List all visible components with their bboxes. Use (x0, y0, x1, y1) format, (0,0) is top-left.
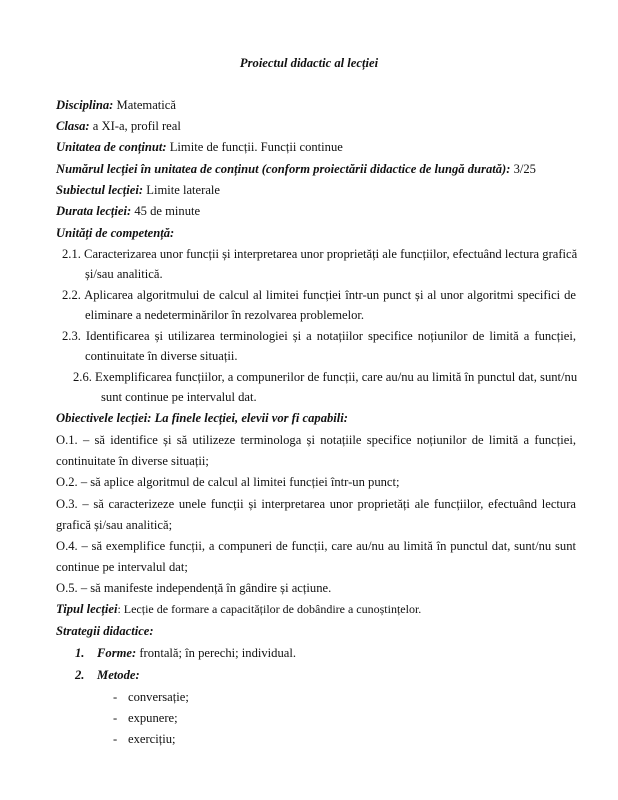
field-label: Disciplina: (56, 98, 114, 112)
field-durata (56, 204, 576, 219)
metode-label: Metode: (97, 668, 140, 682)
metoda-item: exercițiu; (128, 732, 176, 746)
page-title: Proiectul didactic al lecției (239, 56, 379, 70)
metoda-item: conversație; (128, 690, 189, 704)
competenta-line: 2.3. Identificarea și utilizarea terminologiei și a notațiilor specifice noțiunilor de limită a funcției, (62, 329, 576, 343)
obiectiv-line: O.5. – să manifeste independență în gândire și acțiune. (56, 581, 332, 595)
strategie-metode (75, 668, 140, 683)
strategie-forme (75, 646, 296, 661)
competenta-line: și/sau analitică. (85, 267, 163, 281)
competenta-line: 2.6. Exemplificarea funcțiilor, a compunerilor de funcții, care au/nu au limită în punctul dat, sunt/nu (73, 370, 578, 384)
field-value: Limite laterale (146, 183, 221, 197)
field-label: Clasa: (56, 119, 90, 133)
field-disciplina (56, 98, 576, 113)
field-label: Unitatea de conținut: (56, 140, 167, 154)
competenta-line: eliminare a nedeterminărilor în rezolvarea problemelor. (85, 308, 365, 322)
competenta-line: continuitate în diverse situații. (85, 349, 238, 363)
field-value: 3/25 (513, 162, 536, 176)
obiectiv-line: continuitate în diverse situații; (56, 454, 209, 468)
obiective-heading: Obiectivele lecției: La finele lecției, elevii vor fi capabili: (56, 411, 348, 425)
field-label: Numărul lecției în unitatea de conținut (conform proiectării didactice de lungă durată): (56, 162, 511, 176)
competente-heading: Unități de competență: (56, 226, 175, 240)
obiectiv-line: O.1. – să identifice și să utilizeze terminologa și notațiile specifice noțiunilor de limită a funcției, (56, 433, 576, 447)
field-value: Matematică (116, 98, 176, 112)
competenta-line: 2.2. Aplicarea algoritmului de calcul al limitei funcției într-un punct și al unor algoritmi specifici de (62, 288, 576, 302)
obiectiv-line: O.4. – să exemplifice funcții, a compuneri de funcții, care au/nu au limită în punctul dat, sunt/nu sunt (56, 539, 576, 553)
obiectiv-line: continue pe intervalul dat; (56, 560, 188, 574)
field-value: Limite de funcții. Funcții continue (169, 140, 343, 154)
forme-label: Forme: (97, 646, 137, 660)
field-value: a XI-a, profil real (92, 119, 181, 133)
list-number: 1. (75, 646, 85, 660)
field-unitatea (56, 140, 576, 155)
obiectiv-line: O.2. – să aplice algoritmul de calcul al limitei funcției într-un punct; (56, 475, 400, 489)
field-numarul (56, 162, 576, 177)
obiectiv-line: grafică și/sau analitică; (56, 518, 173, 532)
obiectiv-line: O.3. – să caracterizeze unele funcții și interpretarea unor proprietăți ale funcțiilor, efectuând lectura (56, 497, 576, 511)
field-subiectul (56, 183, 576, 198)
field-label: Durata lecției: (56, 204, 132, 218)
field-value: 45 de minute (134, 204, 201, 218)
strategii-heading: Strategii didactice: (56, 624, 154, 638)
metoda-item: expunere; (128, 711, 178, 725)
forme-value: frontală; în perechi; individual. (136, 646, 297, 660)
bullet-dash: - (113, 732, 118, 746)
field-value: : Lecție de formare a capacităților de dobândire a cunoștințelor. (117, 602, 422, 616)
bullet-dash: - (113, 711, 118, 725)
field-label: Tipul lecției (56, 602, 118, 616)
list-number: 2. (75, 668, 85, 682)
competenta-line: 2.1. Caracterizarea unor funcții și interpretarea unor proprietăți ale funcțiilor, efectuând lectura grafică (62, 247, 578, 261)
bullet-dash: - (113, 690, 118, 704)
competenta-line: sunt continue pe intervalul dat. (101, 390, 257, 404)
field-label: Subiectul lecției: (56, 183, 144, 197)
field-clasa (56, 119, 576, 134)
field-tipul (56, 602, 576, 617)
